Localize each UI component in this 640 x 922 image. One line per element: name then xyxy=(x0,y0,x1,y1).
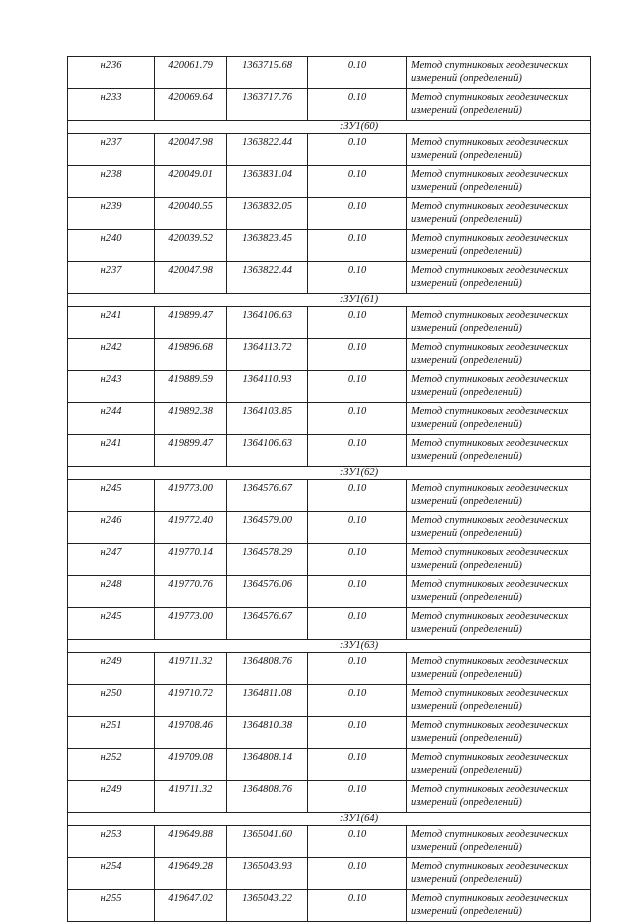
x-coordinate-cell: 420061.79 xyxy=(155,57,227,89)
table-row xyxy=(68,512,591,544)
point-number-cell: н237 xyxy=(68,134,155,166)
y-coordinate-cell: 1363823.45 xyxy=(227,230,308,262)
y-coordinate-cell: 1364106.63 xyxy=(227,307,308,339)
table-row xyxy=(68,576,591,608)
y-coordinate-cell: 1364103.85 xyxy=(227,403,308,435)
y-coordinate-cell: 1363831.04 xyxy=(227,166,308,198)
y-coordinate-cell: 1365043.93 xyxy=(227,858,308,890)
point-number-cell: н236 xyxy=(68,57,155,89)
y-coordinate-cell: 1364113.72 xyxy=(227,339,308,371)
section-header-row xyxy=(68,121,591,134)
accuracy-cell: 0.10 xyxy=(308,230,407,262)
method-cell: Метод спутниковых геодезических измерений (определений) xyxy=(407,339,591,371)
accuracy-cell: 0.10 xyxy=(308,653,407,685)
point-number-cell: н241 xyxy=(68,435,155,467)
point-number-cell: н248 xyxy=(68,576,155,608)
y-coordinate-cell: 1365043.22 xyxy=(227,890,308,922)
x-coordinate-cell: 419773.00 xyxy=(155,480,227,512)
method-cell: Метод спутниковых геодезических измерений (определений) xyxy=(407,608,591,640)
accuracy-cell: 0.10 xyxy=(308,826,407,858)
point-number-cell: н239 xyxy=(68,198,155,230)
table-row xyxy=(68,339,591,371)
accuracy-cell: 0.10 xyxy=(308,890,407,922)
coordinates-table xyxy=(67,56,591,922)
y-coordinate-cell: 1364576.06 xyxy=(227,576,308,608)
y-coordinate-cell: 1363822.44 xyxy=(227,262,308,294)
accuracy-cell: 0.10 xyxy=(308,262,407,294)
point-number-cell: н244 xyxy=(68,403,155,435)
accuracy-cell: 0.10 xyxy=(308,781,407,813)
x-coordinate-cell: 419889.59 xyxy=(155,371,227,403)
method-cell: Метод спутниковых геодезических измерений (определений) xyxy=(407,576,591,608)
table-row xyxy=(68,166,591,198)
method-cell: Метод спутниковых геодезических измерений (определений) xyxy=(407,685,591,717)
table-row xyxy=(68,134,591,166)
accuracy-cell: 0.10 xyxy=(308,198,407,230)
x-coordinate-cell: 419709.08 xyxy=(155,749,227,781)
accuracy-cell: 0.10 xyxy=(308,371,407,403)
section-label: :ЗУ1(64) xyxy=(68,813,591,826)
table-row xyxy=(68,653,591,685)
point-number-cell: н238 xyxy=(68,166,155,198)
y-coordinate-cell: 1364808.14 xyxy=(227,749,308,781)
y-coordinate-cell: 1363717.76 xyxy=(227,89,308,121)
table-row xyxy=(68,262,591,294)
accuracy-cell: 0.10 xyxy=(308,685,407,717)
y-coordinate-cell: 1364808.76 xyxy=(227,653,308,685)
x-coordinate-cell: 419899.47 xyxy=(155,307,227,339)
x-coordinate-cell: 419649.28 xyxy=(155,858,227,890)
method-cell: Метод спутниковых геодезических измерений (определений) xyxy=(407,371,591,403)
y-coordinate-cell: 1363715.68 xyxy=(227,57,308,89)
section-header-row xyxy=(68,813,591,826)
method-cell: Метод спутниковых геодезических измерений (определений) xyxy=(407,89,591,121)
method-cell: Метод спутниковых геодезических измерений (определений) xyxy=(407,166,591,198)
x-coordinate-cell: 420047.98 xyxy=(155,134,227,166)
method-cell: Метод спутниковых геодезических измерений (определений) xyxy=(407,480,591,512)
x-coordinate-cell: 419772.40 xyxy=(155,512,227,544)
table-row xyxy=(68,858,591,890)
table-row xyxy=(68,608,591,640)
point-number-cell: н237 xyxy=(68,262,155,294)
accuracy-cell: 0.10 xyxy=(308,544,407,576)
accuracy-cell: 0.10 xyxy=(308,480,407,512)
accuracy-cell: 0.10 xyxy=(308,339,407,371)
accuracy-cell: 0.10 xyxy=(308,608,407,640)
method-cell: Метод спутниковых геодезических измерений (определений) xyxy=(407,262,591,294)
x-coordinate-cell: 420047.98 xyxy=(155,262,227,294)
y-coordinate-cell: 1363822.44 xyxy=(227,134,308,166)
y-coordinate-cell: 1364810.38 xyxy=(227,717,308,749)
point-number-cell: н242 xyxy=(68,339,155,371)
x-coordinate-cell: 419899.47 xyxy=(155,435,227,467)
point-number-cell: н241 xyxy=(68,307,155,339)
table-row xyxy=(68,826,591,858)
table-row xyxy=(68,403,591,435)
table-row xyxy=(68,685,591,717)
point-number-cell: н249 xyxy=(68,781,155,813)
table-row xyxy=(68,480,591,512)
method-cell: Метод спутниковых геодезических измерений (определений) xyxy=(407,134,591,166)
section-header-row xyxy=(68,640,591,653)
method-cell: Метод спутниковых геодезических измерений (определений) xyxy=(407,858,591,890)
table-row xyxy=(68,435,591,467)
y-coordinate-cell: 1364808.76 xyxy=(227,781,308,813)
point-number-cell: н240 xyxy=(68,230,155,262)
method-cell: Метод спутниковых геодезических измерений (определений) xyxy=(407,781,591,813)
point-number-cell: н245 xyxy=(68,480,155,512)
x-coordinate-cell: 419711.32 xyxy=(155,781,227,813)
x-coordinate-cell: 419708.46 xyxy=(155,717,227,749)
point-number-cell: н252 xyxy=(68,749,155,781)
table-row xyxy=(68,781,591,813)
table-row xyxy=(68,89,591,121)
table-row xyxy=(68,749,591,781)
table-row xyxy=(68,717,591,749)
method-cell: Метод спутниковых геодезических измерений (определений) xyxy=(407,826,591,858)
x-coordinate-cell: 419647.02 xyxy=(155,890,227,922)
accuracy-cell: 0.10 xyxy=(308,134,407,166)
x-coordinate-cell: 419770.76 xyxy=(155,576,227,608)
method-cell: Метод спутниковых геодезических измерений (определений) xyxy=(407,890,591,922)
y-coordinate-cell: 1364106.63 xyxy=(227,435,308,467)
method-cell: Метод спутниковых геодезических измерений (определений) xyxy=(407,57,591,89)
section-label: :ЗУ1(61) xyxy=(68,294,591,307)
x-coordinate-cell: 419892.38 xyxy=(155,403,227,435)
point-number-cell: н253 xyxy=(68,826,155,858)
method-cell: Метод спутниковых геодезических измерений (определений) xyxy=(407,749,591,781)
method-cell: Метод спутниковых геодезических измерений (определений) xyxy=(407,198,591,230)
x-coordinate-cell: 419711.32 xyxy=(155,653,227,685)
point-number-cell: н254 xyxy=(68,858,155,890)
section-label: :ЗУ1(62) xyxy=(68,467,591,480)
method-cell: Метод спутниковых геодезических измерений (определений) xyxy=(407,403,591,435)
point-number-cell: н245 xyxy=(68,608,155,640)
table-row xyxy=(68,544,591,576)
method-cell: Метод спутниковых геодезических измерений (определений) xyxy=(407,653,591,685)
x-coordinate-cell: 419770.14 xyxy=(155,544,227,576)
section-header-row xyxy=(68,294,591,307)
method-cell: Метод спутниковых геодезических измерений (определений) xyxy=(407,435,591,467)
method-cell: Метод спутниковых геодезических измерений (определений) xyxy=(407,717,591,749)
accuracy-cell: 0.10 xyxy=(308,403,407,435)
point-number-cell: н250 xyxy=(68,685,155,717)
x-coordinate-cell: 420040.55 xyxy=(155,198,227,230)
y-coordinate-cell: 1365041.60 xyxy=(227,826,308,858)
table-row xyxy=(68,198,591,230)
accuracy-cell: 0.10 xyxy=(308,512,407,544)
point-number-cell: н246 xyxy=(68,512,155,544)
accuracy-cell: 0.10 xyxy=(308,435,407,467)
table-row xyxy=(68,890,591,922)
y-coordinate-cell: 1364578.29 xyxy=(227,544,308,576)
accuracy-cell: 0.10 xyxy=(308,858,407,890)
section-label: :ЗУ1(60) xyxy=(68,121,591,134)
table-row xyxy=(68,230,591,262)
point-number-cell: н243 xyxy=(68,371,155,403)
accuracy-cell: 0.10 xyxy=(308,307,407,339)
x-coordinate-cell: 419710.72 xyxy=(155,685,227,717)
section-label: :ЗУ1(63) xyxy=(68,640,591,653)
y-coordinate-cell: 1364576.67 xyxy=(227,608,308,640)
method-cell: Метод спутниковых геодезических измерений (определений) xyxy=(407,307,591,339)
y-coordinate-cell: 1364811.08 xyxy=(227,685,308,717)
x-coordinate-cell: 419773.00 xyxy=(155,608,227,640)
table-row xyxy=(68,57,591,89)
point-number-cell: н249 xyxy=(68,653,155,685)
accuracy-cell: 0.10 xyxy=(308,166,407,198)
accuracy-cell: 0.10 xyxy=(308,57,407,89)
method-cell: Метод спутниковых геодезических измерений (определений) xyxy=(407,544,591,576)
x-coordinate-cell: 420039.52 xyxy=(155,230,227,262)
point-number-cell: н233 xyxy=(68,89,155,121)
method-cell: Метод спутниковых геодезических измерений (определений) xyxy=(407,230,591,262)
x-coordinate-cell: 420049.01 xyxy=(155,166,227,198)
x-coordinate-cell: 419649.88 xyxy=(155,826,227,858)
x-coordinate-cell: 420069.64 xyxy=(155,89,227,121)
method-cell: Метод спутниковых геодезических измерений (определений) xyxy=(407,512,591,544)
y-coordinate-cell: 1363832.05 xyxy=(227,198,308,230)
point-number-cell: н251 xyxy=(68,717,155,749)
accuracy-cell: 0.10 xyxy=(308,717,407,749)
point-number-cell: н247 xyxy=(68,544,155,576)
coordinates-table-body xyxy=(68,57,591,922)
y-coordinate-cell: 1364579.00 xyxy=(227,512,308,544)
accuracy-cell: 0.10 xyxy=(308,576,407,608)
x-coordinate-cell: 419896.68 xyxy=(155,339,227,371)
table-row xyxy=(68,371,591,403)
accuracy-cell: 0.10 xyxy=(308,89,407,121)
section-header-row xyxy=(68,467,591,480)
table-row xyxy=(68,307,591,339)
point-number-cell: н255 xyxy=(68,890,155,922)
y-coordinate-cell: 1364110.93 xyxy=(227,371,308,403)
accuracy-cell: 0.10 xyxy=(308,749,407,781)
y-coordinate-cell: 1364576.67 xyxy=(227,480,308,512)
